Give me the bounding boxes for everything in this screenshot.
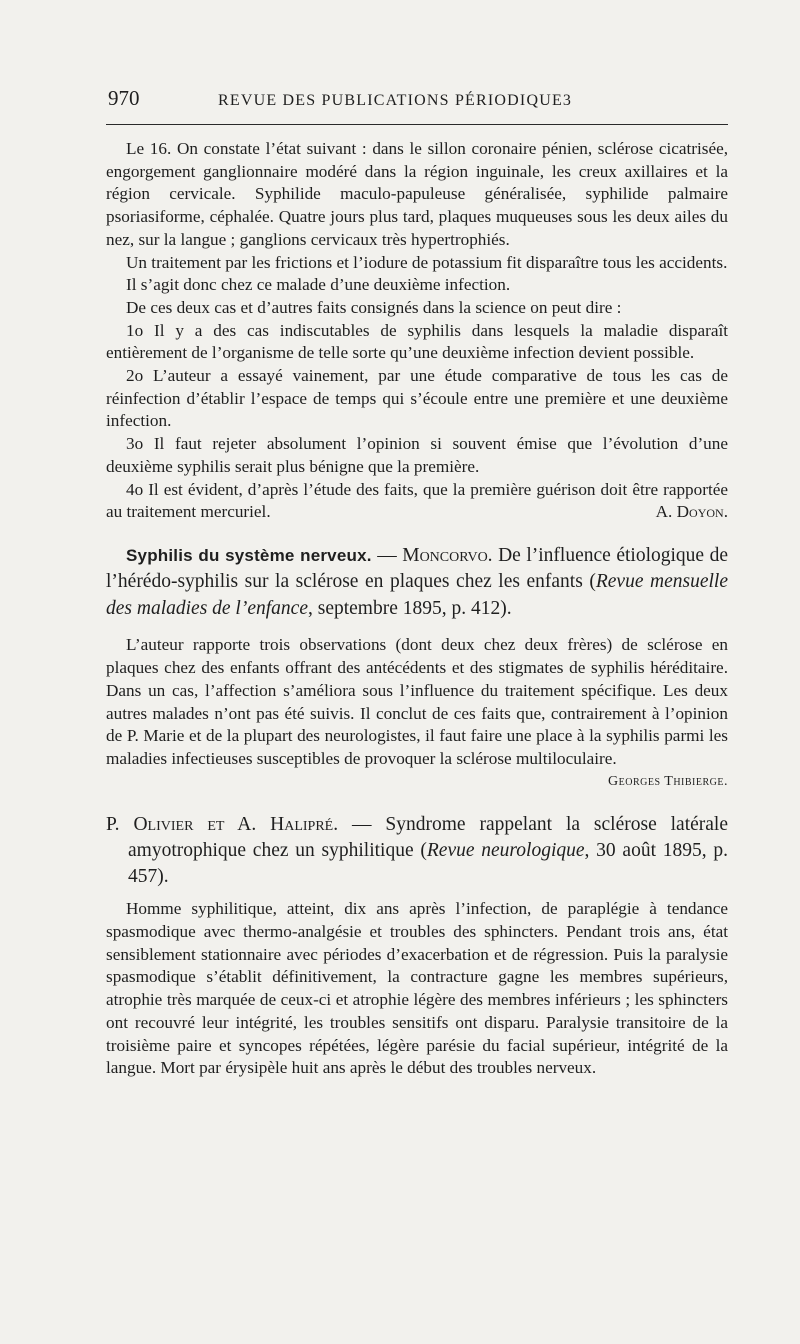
reviewer-signature: A. Doyon. — [655, 502, 728, 522]
entry-abstract: Homme syphilitique, atteint, dix ans après l’infection, de paraplégie à tendance spasmodique avec thermo-analgésie et troubles des sphincters. Pendant trois ans, état sensiblement stationnaire avec périodes d’exacerbation et de régression. Puis la paralysie spasmodique s’établit définitivement, la contracture gagne les membres supérieurs, atrophie très marquée de ceux-ci et atrophie légère des membres inférieurs ; les sphincters ont recouvré leur intégrité, les troubles sensitifs ont disparu. Paralysie transitoire de la troisième paire et syncopes répétées, légère parésie du facial supérieur, intégrité de la langue. Mort par érysipèle huit ans après le début des troubles nerveux. — [106, 899, 728, 1078]
page-number: 970 — [108, 86, 140, 110]
case-paragraph: Il s’agit donc chez ce malade d’une deuxième infection. — [126, 275, 511, 295]
section-dash: — — [371, 544, 403, 566]
entry-title: Syndrome rappelant la sclérose latérale amyotrophique chez un syphilitique ( — [128, 814, 729, 862]
section-abstract — [106, 634, 728, 789]
entry-authors: P. Olivier et A. Halipré. — [106, 814, 339, 836]
page-header — [108, 86, 728, 112]
section-citation-lead: De l’influence étiologique de l’hérédo-syphilis sur la sclérose en plaques chez les enfants ( — [106, 544, 729, 593]
section-signature: Georges Thibierge. — [608, 773, 728, 789]
section-title: Syphilis du système nerveux. — [126, 545, 372, 565]
case-last-text: 4o Il est évident, d’après l’étude des faits, que la première guérison doit être rapportée au traitement mercuriel. — [106, 479, 728, 522]
section-abstract-text: L’auteur rapporte trois observations (dont deux chez deux frères) de sclérose en plaques chez des enfants offrant des antécédents et des stigmates de syphilis héréditaire. Dans un cas, l’affection s’améliora sous l’influence du traitement spécifique. Les deux autres malades n’ont pas été suivis. Il conclut de ces faits que, contrairement à l’opinion de P. Marie et de la plupart des neurologistes, il faut faire une place à la syphilis parmi les maladies infectieuses susceptibles de provoquer la sclérose multiloculaire. — [106, 635, 728, 768]
section-heading — [106, 543, 728, 623]
case-paragraph: Un traitement par les frictions et l’iodure de potassium fit disparaître tous les accidents. — [126, 252, 728, 272]
entry-journal: Revue neurologique — [426, 840, 585, 862]
entry-heading — [106, 812, 728, 890]
case-paragraph: 2o L’auteur a essayé vainement, par une étude comparative de tous les cas de réinfection d’établir l’espace de temps qui s’écoule entre une première et une deuxième infection. — [106, 366, 728, 431]
header-rule — [106, 124, 728, 125]
entry-citation-tail: , 30 août 1895, p. 457). — [128, 840, 728, 888]
case-paragraph: Le 16. On constate l’état suivant : dans le sillon coronaire pénien, sclérose cicatrisée, engorgement ganglionnaire modéré dans la région inguinale, les creux axillaires et la région cervicale. Syphilide maculo-papuleuse généralisée, syphilide palmaire psoriasiforme, céphalée. Quatre jours plus tard, plaques muqueuses sous les deux ailes du nez, sur la langue ; ganglions cervicaux très hypertrophiés. — [106, 139, 728, 249]
case-paragraph: 1o Il y a des cas indiscutables de syphilis dans lesquels la maladie disparaît entièrement de l’organisme de telle sorte qu’une deuxième infection devient possible. — [106, 320, 728, 363]
case-paragraph: 3o Il faut rejeter absolument l’opinion si souvent émise que l’évolution d’une deuxième syphilis serait plus bénigne que la première. — [106, 434, 728, 476]
page-body — [106, 138, 728, 1080]
section-citation-tail: , septembre 1895, p. 412). — [307, 597, 512, 619]
case-paragraph-last — [106, 479, 728, 524]
section-journal: Revue mensuelle des maladies de l’enfance — [106, 571, 728, 619]
entry-dash: — — [338, 814, 386, 836]
case-paragraph: De ces deux cas et d’autres faits consignés dans la science on peut dire : — [126, 297, 622, 317]
running-title: REVUE DES PUBLICATIONS PÉRIODIQUE3 — [218, 92, 573, 109]
section-author: Moncorvo. — [402, 544, 493, 566]
